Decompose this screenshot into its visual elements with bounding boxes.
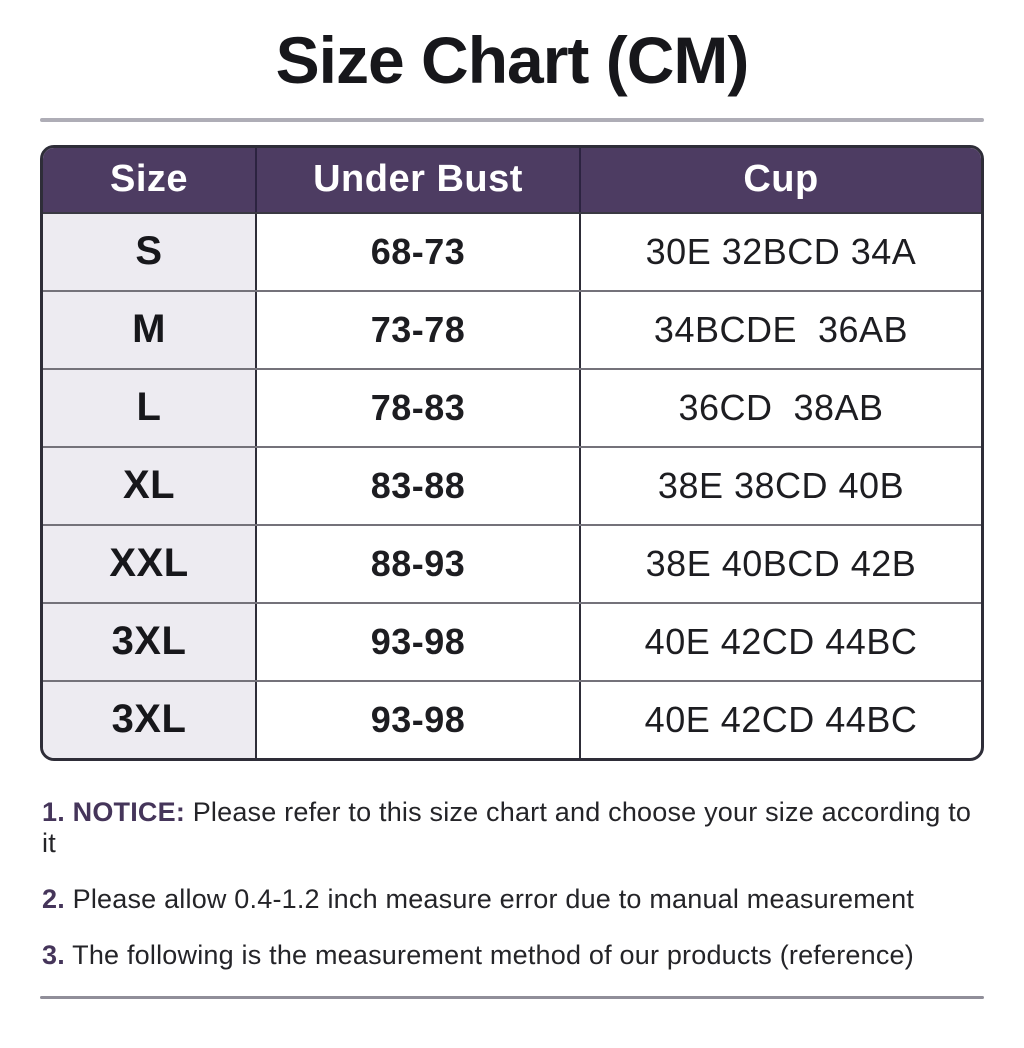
under-bust-cell: 68-73 bbox=[257, 214, 581, 290]
cup-cell: 38E 40BCD 42B bbox=[645, 542, 917, 584]
size-chart-table bbox=[40, 145, 984, 761]
column-header-cup: Cup bbox=[743, 158, 819, 201]
table-row bbox=[43, 290, 981, 368]
bottom-divider bbox=[40, 996, 984, 999]
note-1-text: Please refer to this size chart and choose your size according to it bbox=[42, 796, 972, 858]
note-3-text: The following is the measurement method of our products (reference) bbox=[64, 939, 914, 970]
size-cell: XXL bbox=[43, 526, 257, 602]
under-bust-cell: 93-98 bbox=[257, 604, 581, 680]
under-bust-cell: 88-93 bbox=[257, 526, 581, 602]
cup-cell: 30E 32BCD 34A bbox=[645, 230, 917, 272]
title-divider bbox=[40, 118, 984, 122]
under-bust-cell: 83-88 bbox=[257, 448, 581, 524]
page-title: Size Chart (CM) bbox=[275, 23, 749, 97]
size-cell: L bbox=[43, 370, 257, 446]
size-cell: 3XL bbox=[43, 682, 257, 758]
note-2-lead: 2. bbox=[42, 883, 65, 914]
note-2-text: Please allow 0.4-1.2 inch measure error due to manual measurement bbox=[64, 883, 915, 914]
cup-cell: 36CD 38AB bbox=[678, 386, 884, 428]
notes-section bbox=[42, 797, 982, 971]
note-2 bbox=[42, 884, 982, 915]
size-cell: S bbox=[43, 214, 257, 290]
table-header-row bbox=[43, 148, 981, 212]
cup-cell: 38E 38CD 40B bbox=[657, 464, 905, 506]
cup-cell: 34BCDE 36AB bbox=[653, 308, 909, 350]
note-1-lead: 1. NOTICE: bbox=[42, 796, 186, 827]
note-3 bbox=[42, 940, 982, 971]
under-bust-cell: 78-83 bbox=[257, 370, 581, 446]
under-bust-cell: 73-78 bbox=[257, 292, 581, 368]
note-1 bbox=[42, 797, 982, 859]
table-row bbox=[43, 446, 981, 524]
note-3-lead: 3. bbox=[42, 939, 65, 970]
cup-cell: 40E 42CD 44BC bbox=[644, 698, 918, 740]
size-cell: 3XL bbox=[43, 604, 257, 680]
size-cell: M bbox=[43, 292, 257, 368]
table-row bbox=[43, 524, 981, 602]
cup-cell: 40E 42CD 44BC bbox=[644, 620, 918, 662]
column-header-under-bust: Under Bust bbox=[257, 148, 581, 212]
table-row bbox=[43, 368, 981, 446]
table-row bbox=[43, 602, 981, 680]
under-bust-cell: 93-98 bbox=[257, 682, 581, 758]
table-row bbox=[43, 212, 981, 290]
size-cell: XL bbox=[43, 448, 257, 524]
table-row bbox=[43, 680, 981, 758]
column-header-size: Size bbox=[43, 148, 257, 212]
